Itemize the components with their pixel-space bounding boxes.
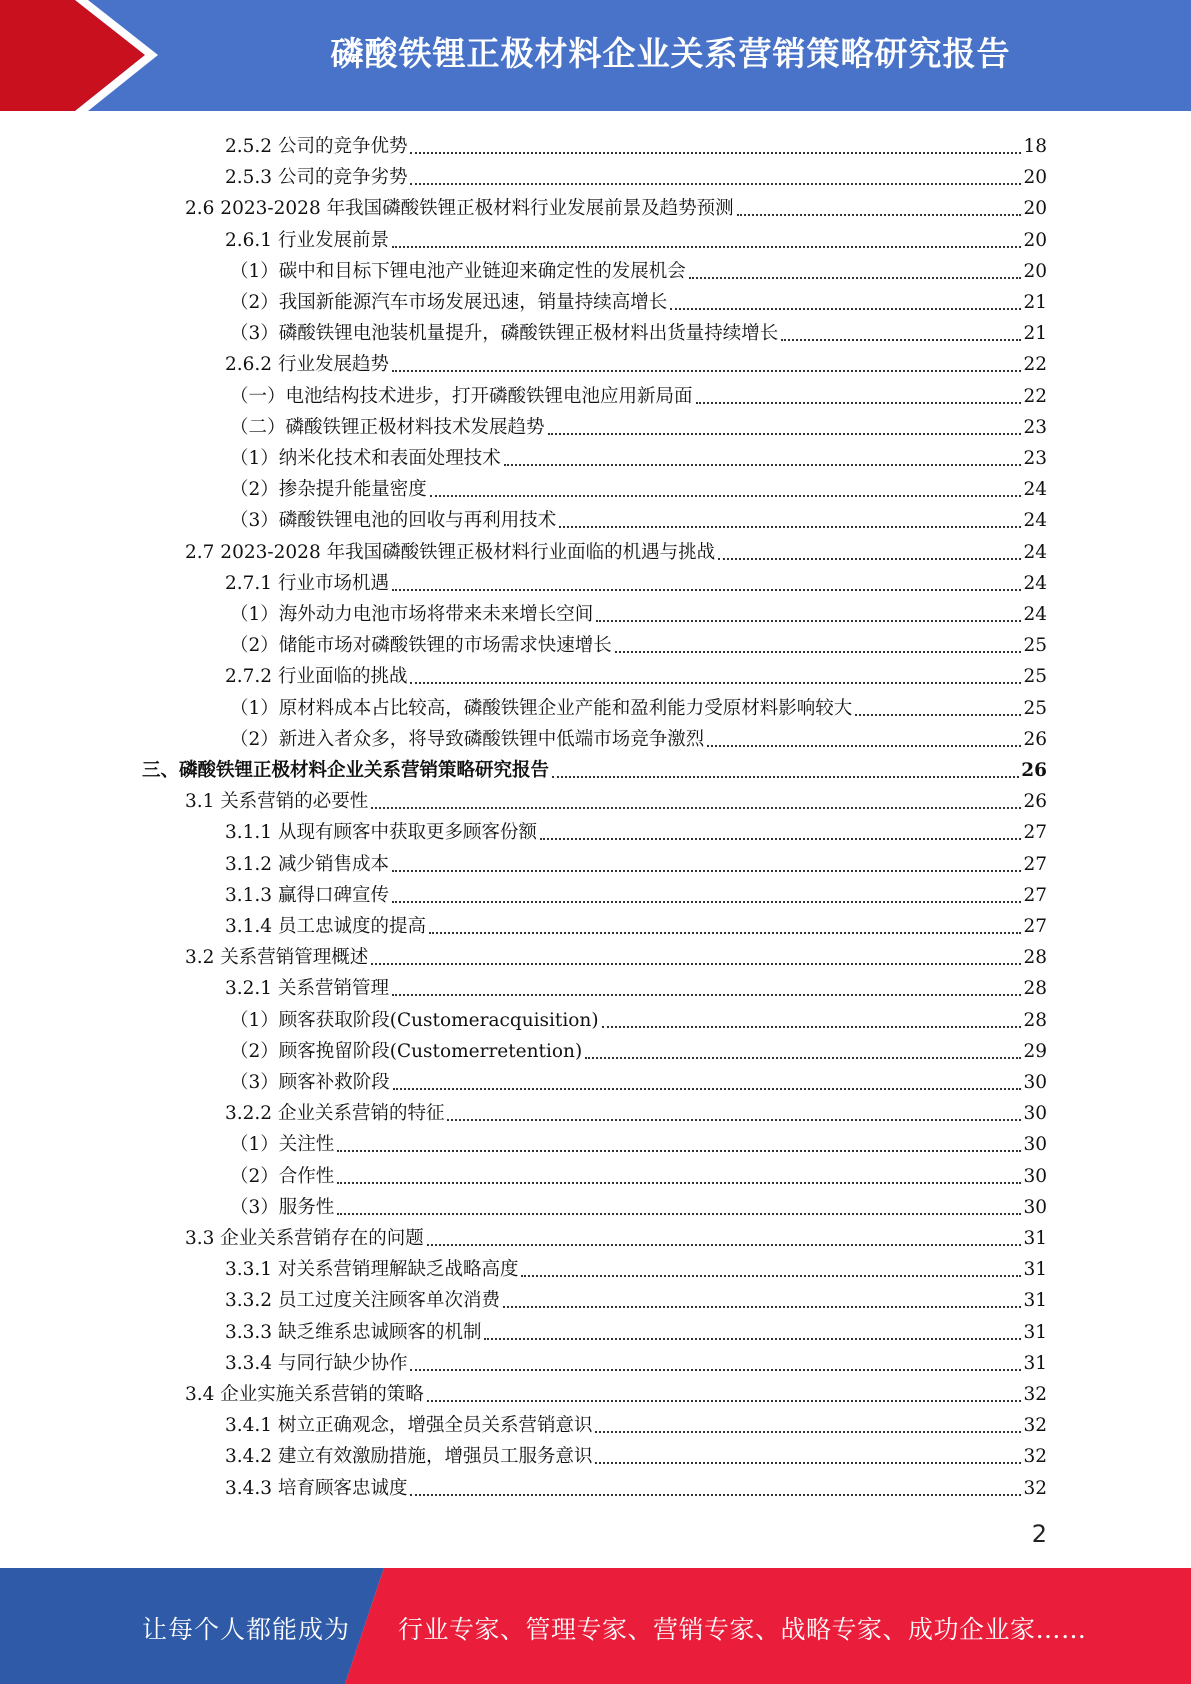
toc-entry-title: 3.2.2 企业关系营销的特征 (225, 1103, 445, 1125)
toc-entry-page: 29 (1023, 1040, 1047, 1062)
toc-dot-leader (337, 1213, 1021, 1215)
toc-entry-title: （3）顾客补救阶段 (230, 1072, 390, 1093)
toc-dot-leader (410, 183, 1021, 185)
toc-entry-page: 30 (1023, 1196, 1047, 1218)
toc-entry-page: 28 (1023, 947, 1047, 969)
toc-entry-title: （2）顾客挽留阶段(Customerretention) (230, 1040, 583, 1062)
toc-entry[interactable] (230, 596, 1047, 627)
toc-entry-title: 2.6.2 行业发展趋势 (225, 354, 389, 376)
toc-entry-page: 23 (1023, 416, 1047, 438)
toc-entry[interactable] (230, 409, 1047, 440)
toc-entry-page: 30 (1023, 1103, 1047, 1125)
toc-dot-leader (696, 402, 1022, 404)
toc-entry-page: 20 (1023, 198, 1047, 220)
toc-entry-title: 3.1.4 员工忠诚度的提高 (225, 916, 426, 937)
toc-entry[interactable] (230, 284, 1047, 315)
toc-entry-title: 3.3 企业关系营销存在的问题 (185, 1228, 424, 1249)
toc-entry-page: 25 (1023, 697, 1047, 719)
toc-dot-leader (427, 1244, 1022, 1246)
toc-entry-title: 3.3.2 员工过度关注顾客单次消费 (225, 1290, 500, 1312)
toc-entry-page: 26 (1023, 791, 1047, 813)
toc-entry-page: 25 (1023, 666, 1047, 688)
toc-entry-page: 24 (1023, 510, 1047, 532)
toc-entry[interactable] (185, 1220, 1047, 1251)
toc-dot-leader (392, 246, 1021, 248)
toc-entry-title: （3）磷酸铁锂电池的回收与再利用技术 (230, 510, 557, 532)
toc-dot-leader (337, 1182, 1021, 1184)
toc-entry-title: 2.5.2 公司的竞争优势 (225, 136, 408, 157)
toc-entry[interactable] (230, 315, 1047, 346)
toc-entry-page: 21 (1023, 292, 1047, 313)
toc-entry[interactable] (185, 190, 1047, 221)
toc-entry-title: 2.7.2 行业面临的挑战 (225, 666, 408, 688)
toc-entry-page: 24 (1023, 479, 1047, 501)
toc-entry-page: 26 (1023, 728, 1047, 750)
toc-dot-leader (393, 1088, 1022, 1090)
toc-entry-page: 31 (1023, 1352, 1047, 1374)
toc-entry[interactable] (225, 1438, 1047, 1469)
toc-entry-title: （2）我国新能源汽车市场发展迅速，销量持续高增长 (230, 292, 668, 313)
toc-entry-title: （1）纳米化技术和表面处理技术 (230, 448, 501, 469)
toc-entry[interactable] (230, 440, 1047, 471)
toc-entry-page: 22 (1023, 354, 1047, 376)
toc-dot-leader (392, 370, 1021, 372)
toc-entry-page: 20 (1023, 229, 1047, 251)
toc-entry-page: 21 (1023, 323, 1047, 345)
toc-entry-page: 27 (1023, 822, 1047, 844)
toc-entry-title: （1）原材料成本占比较高，磷酸铁锂企业产能和盈利能力受原材料影响较大 (230, 697, 853, 719)
toc-entry[interactable] (225, 1095, 1047, 1126)
toc-entry-page: 30 (1023, 1072, 1047, 1093)
toc-entry[interactable] (225, 1407, 1047, 1438)
toc-dot-leader (371, 807, 1021, 809)
toc-entry-page: 22 (1023, 385, 1047, 407)
toc-dot-leader (855, 714, 1021, 716)
toc-dot-leader (595, 1431, 1021, 1433)
toc-dot-leader (596, 620, 1021, 622)
toc-entry-title: 3.3.1 对关系营销理解缺乏战略高度 (225, 1259, 519, 1281)
toc-entry-title: 3.4 企业实施关系营销的策略 (185, 1384, 424, 1405)
toc-entry-title: （1）关注性 (230, 1134, 335, 1156)
toc-entry-title: 3.4.2 建立有效激励措施，增强员工服务意识 (225, 1446, 593, 1468)
toc-entry-title: 2.5.3 公司的竞争劣势 (225, 167, 408, 189)
toc-entry[interactable] (230, 627, 1047, 658)
toc-entry-page: 32 (1023, 1477, 1047, 1499)
toc-dot-leader (410, 682, 1021, 684)
toc-entry-page: 31 (1023, 1259, 1047, 1281)
toc-entry[interactable] (225, 877, 1047, 908)
toc-entry-page: 20 (1023, 260, 1047, 282)
toc-dot-leader (447, 1119, 1021, 1121)
toc-entry-title: 2.6.1 行业发展前景 (225, 229, 389, 251)
toc-entry-page: 31 (1023, 1321, 1047, 1343)
toc-entry[interactable] (142, 752, 1047, 783)
toc-entry[interactable] (225, 565, 1047, 596)
toc-dot-leader (552, 776, 1019, 778)
toc-entry-page: 31 (1023, 1228, 1047, 1249)
toc-entry[interactable] (230, 690, 1047, 721)
toc-entry-title: 2.7 2023-2028 年我国磷酸铁锂正极材料行业面临的机遇与挑战 (185, 541, 716, 563)
toc-dot-leader (595, 1462, 1021, 1464)
toc-entry[interactable] (225, 908, 1047, 939)
toc-entry[interactable] (225, 1345, 1047, 1376)
toc-entry-page: 20 (1023, 167, 1047, 189)
toc-dot-leader (337, 1150, 1021, 1152)
toc-dot-leader (718, 558, 1021, 560)
toc-dot-leader (559, 526, 1021, 528)
toc-dot-leader (410, 152, 1021, 154)
toc-entry-page: 32 (1023, 1384, 1047, 1405)
toc-entry[interactable] (230, 721, 1047, 752)
toc-entry-title: 3.2.1 关系营销管理 (225, 978, 389, 1000)
toc-entry-title: 3.2 关系营销管理概述 (185, 947, 369, 969)
toc-entry-title: 3.3.3 缺乏维系忠诚顾客的机制 (225, 1321, 482, 1343)
document-title: 磷酸铁锂正极材料企业关系营销策略研究报告 (330, 34, 1011, 73)
toc-dot-leader (540, 838, 1021, 840)
toc-entry[interactable] (230, 471, 1047, 502)
toc-entry[interactable] (230, 502, 1047, 533)
toc-dot-leader (392, 901, 1021, 903)
toc-dot-leader (670, 308, 1021, 310)
toc-dot-leader (429, 932, 1021, 934)
toc-entry[interactable] (225, 846, 1047, 877)
footer-slogan-right: 行业专家、管理专家、营销专家、战略专家、成功企业家…… (398, 1615, 1087, 1644)
toc-dot-leader (521, 1275, 1021, 1277)
toc-entry[interactable] (230, 1002, 1047, 1033)
toc-dot-leader (602, 1026, 1022, 1028)
toc-entry[interactable] (230, 1189, 1047, 1220)
toc-entry-page: 24 (1023, 541, 1047, 563)
toc-dot-leader (371, 963, 1021, 965)
toc-entry-title: （1）顾客获取阶段(Customeracquisition) (230, 1009, 599, 1031)
toc-entry-title: （2）储能市场对磷酸铁锂的市场需求快速增长 (230, 635, 612, 657)
toc-dot-leader (410, 1369, 1021, 1371)
toc-entry[interactable] (230, 1126, 1047, 1157)
toc-entry[interactable] (225, 1251, 1047, 1282)
toc-entry-title: 3.4.3 培育顾客忠诚度 (225, 1477, 408, 1499)
toc-entry[interactable] (230, 1033, 1047, 1064)
toc-entry-page: 24 (1023, 572, 1047, 594)
toc-entry-page: 27 (1023, 853, 1047, 875)
toc-entry-title: 3.1.3 赢得口碑宣传 (225, 884, 389, 906)
toc-entry-title: （1）碳中和目标下锂电池产业链迎来确定性的发展机会 (230, 260, 686, 282)
toc-entry[interactable] (185, 1376, 1047, 1407)
toc-entry[interactable] (185, 534, 1047, 565)
toc-entry-page: 27 (1023, 916, 1047, 937)
toc-entry-page: 18 (1023, 136, 1047, 157)
toc-entry-title: 3.1 关系营销的必要性 (185, 791, 369, 813)
toc-dot-leader (392, 870, 1021, 872)
footer-banner (0, 1568, 1191, 1684)
toc-entry[interactable] (225, 970, 1047, 1001)
toc-entry-page: 28 (1023, 978, 1047, 1000)
toc-entry-page: 28 (1023, 1009, 1047, 1031)
toc-dot-leader (503, 1306, 1021, 1308)
toc-entry-title: 3.1.1 从现有顾客中获取更多顾客份额 (225, 822, 537, 844)
toc-dot-leader (615, 651, 1022, 653)
toc-dot-leader (707, 745, 1021, 747)
toc-dot-leader (504, 464, 1022, 466)
toc-entry[interactable] (185, 783, 1047, 814)
toc-entry-page: 30 (1023, 1134, 1047, 1156)
toc-dot-leader (585, 1057, 1021, 1059)
toc-dot-leader (392, 994, 1021, 996)
toc-entry-title: 3.1.2 减少销售成本 (225, 853, 389, 875)
toc-entry-title: 2.7.1 行业市场机遇 (225, 572, 389, 594)
toc-dot-leader (737, 214, 1022, 216)
toc-entry[interactable] (230, 1064, 1047, 1095)
toc-entry[interactable] (225, 346, 1047, 377)
toc-dot-leader (430, 495, 1022, 497)
toc-entry-title: （一）电池结构技术进步，打开磷酸铁锂电池应用新局面 (230, 385, 693, 407)
toc-entry[interactable] (225, 814, 1047, 845)
toc-entry-title: （1）海外动力电池市场将带来未来增长空间 (230, 604, 594, 625)
toc-entry-page: 23 (1023, 448, 1047, 469)
toc-entry-title: 2.6 2023-2028 年我国磷酸铁锂正极材料行业发展前景及趋势预测 (185, 198, 734, 220)
toc-dot-leader (392, 589, 1021, 591)
toc-dot-leader (484, 1338, 1021, 1340)
toc-entry-title: （2）新进入者众多，将导致磷酸铁锂中低端市场竞争激烈 (230, 728, 705, 750)
toc-entry-title: 三、磷酸铁锂正极材料企业关系营销策略研究报告 (142, 760, 550, 781)
footer-slogan-left: 让每个人都能成为 (142, 1615, 351, 1644)
toc-entry[interactable] (230, 1158, 1047, 1189)
toc-entry[interactable] (225, 159, 1047, 190)
toc-entry-page: 32 (1023, 1415, 1047, 1437)
toc-entry-page: 26 (1021, 760, 1047, 781)
toc-entry-page: 27 (1023, 884, 1047, 906)
toc-entry-title: 3.3.4 与同行缺少协作 (225, 1352, 408, 1374)
toc-entry[interactable] (225, 658, 1047, 689)
toc-entry-title: 3.4.1 树立正确观念，增强全员关系营销意识 (225, 1415, 593, 1437)
toc-entry[interactable] (230, 253, 1047, 284)
toc-dot-leader (781, 339, 1021, 341)
toc-entry-title: （3）磷酸铁锂电池装机量提升，磷酸铁锂正极材料出货量持续增长 (230, 323, 779, 345)
toc-entry[interactable] (230, 378, 1047, 409)
header-banner (0, 0, 1191, 111)
toc-entry-page: 25 (1023, 635, 1047, 657)
toc-entry[interactable] (225, 1282, 1047, 1313)
toc-entry-page: 24 (1023, 604, 1047, 625)
page-number: 2 (1031, 1520, 1047, 1548)
toc-entry-title: （3）服务性 (230, 1196, 335, 1218)
toc-entry-title: （2）合作性 (230, 1165, 335, 1187)
toc-entry[interactable] (225, 128, 1047, 159)
toc-dot-leader (410, 1494, 1021, 1496)
toc-dot-leader (427, 1400, 1022, 1402)
toc-entry-page: 31 (1023, 1290, 1047, 1312)
toc-entry[interactable] (185, 939, 1047, 970)
toc-entry-page: 30 (1023, 1165, 1047, 1187)
toc-entry[interactable] (225, 222, 1047, 253)
toc-entry-title: （2）掺杂提升能量密度 (230, 479, 427, 501)
toc-entry-title: （二）磷酸铁锂正极材料技术发展趋势 (230, 416, 545, 438)
toc-entry-page: 32 (1023, 1446, 1047, 1468)
toc-dot-leader (548, 433, 1022, 435)
toc-entry[interactable] (225, 1314, 1047, 1345)
toc-dot-leader (689, 277, 1022, 279)
toc-entry[interactable] (225, 1470, 1047, 1501)
